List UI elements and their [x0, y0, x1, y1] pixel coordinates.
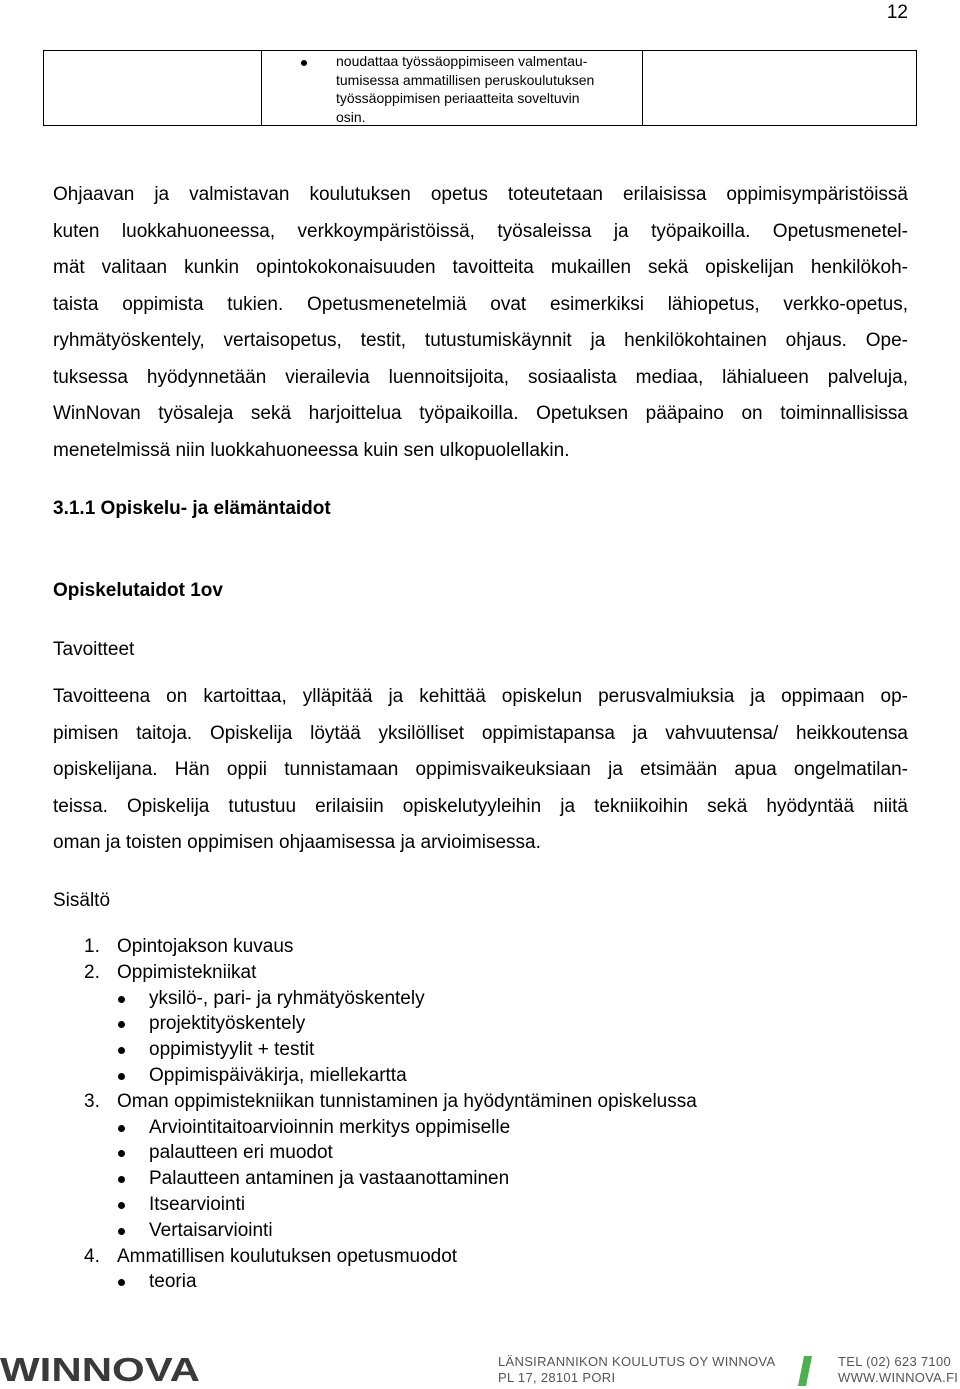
sub-list-item-text: Itsearviointi	[149, 1193, 246, 1215]
list-number: 4.	[84, 1245, 100, 1267]
bullet-icon	[118, 1073, 125, 1080]
winnova-logo	[0, 1354, 202, 1384]
paragraph-line: opiskelijana. Hän oppii tunnistamaan oppimisvaikeuksiaan ja etsimään apua ongelmatilan-	[53, 759, 908, 780]
sub-list-item-text: teoria	[149, 1271, 197, 1293]
table-cell-middle	[261, 51, 643, 125]
sub-list-item-text: Vertaisarviointi	[149, 1219, 273, 1241]
bullet-icon	[118, 1125, 125, 1132]
sub-list-item	[53, 1037, 853, 1063]
list-item	[53, 960, 853, 986]
paragraph-line: mät valitaan kunkin opintokokonaisuuden tavoitteita mukaillen sekä opiskelijan henkilökoh-	[53, 257, 908, 278]
course-heading: Opiskelutaidot 1ov	[53, 580, 223, 601]
paragraph-line: ryhmätyöskentely, vertaisopetus, testit, tutustumiskäynnit ja henkilökohtainen ohjaus. Ope-	[53, 330, 908, 351]
sub-list-item-text: Palautteen antaminen ja vastaanottaminen	[149, 1168, 510, 1190]
contact-info	[838, 1354, 958, 1386]
company-name: LÄNSIRANNIKON KOULUTUS OY WINNOVA	[498, 1354, 776, 1369]
paragraph-line: oman ja toisten oppimisen ohjaamisessa ja arvioimisessa.	[53, 832, 541, 853]
table-text-line: noudattaa työssäoppimiseen valmentau-	[336, 53, 588, 69]
sub-list-item-text: oppimistyylit + testit	[149, 1039, 315, 1061]
postal-address: PL 17, 28101 PORI	[498, 1370, 616, 1385]
content-list	[53, 934, 853, 1295]
list-item-text: Ammatillisen koulutuksen opetusmuodot	[117, 1245, 458, 1267]
page-number: 12	[886, 2, 908, 23]
section-heading: 3.1.1 Opiskelu- ja elämäntaidot	[53, 498, 331, 519]
sub-list-item	[53, 1063, 853, 1089]
sub-list-item	[53, 1115, 853, 1141]
bullet-icon	[118, 1021, 125, 1028]
sub-list-item-text: yksilö-, pari- ja ryhmätyöskentely	[149, 987, 425, 1009]
list-item-text: Oman oppimistekniikan tunnistaminen ja hyödyntäminen opiskelussa	[117, 1090, 697, 1112]
paragraph-line: tuksessa hyödynnetään vierailevia luennoitsijoita, sosiaalista mediaa, lähialueen palveluja,	[53, 366, 908, 388]
sub-list-item-text: Oppimispäiväkirja, miellekartta	[149, 1064, 407, 1086]
list-item	[53, 1244, 853, 1270]
bullet-icon	[301, 60, 307, 66]
website-url: WWW.WINNOVA.FI	[838, 1370, 959, 1385]
sub-list-item-text: projektityöskentely	[149, 1013, 306, 1035]
page-footer	[0, 1340, 960, 1389]
intro-paragraph	[53, 177, 908, 469]
paragraph-line: menetelmissä niin luokkahuoneessa kuin sen ulkopuolellakin.	[53, 439, 570, 461]
goals-label: Tavoitteet	[53, 639, 135, 660]
sub-list-item	[53, 1269, 853, 1295]
list-item-text: Oppimistekniikat	[117, 961, 257, 983]
sub-list-item	[53, 1192, 853, 1218]
bullet-icon	[118, 1228, 125, 1235]
sub-list-item-text: palautteen eri muodot	[149, 1142, 333, 1164]
paragraph-line: pimisen taitoja. Opiskelija löytää yksilölliset oppimistapansa ja vahvuutensa/ heikkoutensa	[53, 722, 908, 744]
bullet-icon	[118, 1202, 125, 1209]
list-item	[53, 1089, 853, 1115]
bullet-icon	[118, 1150, 125, 1157]
svg-text:WINNOVA: WINNOVA	[0, 1354, 200, 1384]
table-text-line: työssäoppimisen periaatteita soveltuvin	[336, 90, 580, 106]
bullet-icon	[118, 996, 125, 1003]
sub-list-item-text: Arviointitaitoarvioinnin merkitys oppimiselle	[149, 1116, 511, 1138]
sub-list-item	[53, 1218, 853, 1244]
table-text-line: osin.	[336, 108, 366, 125]
paragraph-line: Tavoitteena on kartoittaa, ylläpitää ja kehittää opiskelun perusvalmiuksia ja oppimaan op-	[53, 686, 908, 707]
table-fragment	[43, 50, 917, 126]
list-number: 2.	[84, 961, 100, 983]
content-label: Sisältö	[53, 890, 111, 911]
bullet-icon	[118, 1279, 125, 1286]
table-bullet-text	[336, 52, 636, 126]
paragraph-line: taista oppimista tukien. Opetusmenetelmiä ovat esimerkiksi lähiopetus, verkko-opetus,	[53, 293, 908, 315]
paragraph-line: teissa. Opiskelija tutustuu erilaisiin opiskelutyyleihin ja tekniikoihin sekä hyödyntää niitä	[53, 795, 908, 817]
table-cell-left	[44, 51, 262, 125]
paragraph-line: WinNovan työsaleja sekä harjoittelua työpaikoilla. Opetuksen pääpaino on toiminnallisissa	[53, 403, 908, 424]
list-number: 3.	[84, 1090, 100, 1112]
paragraph-line: kuten luokkahuoneessa, verkkoympäristöissä, työsaleissa ja työpaikoilla. Opetusmenetel-	[53, 220, 908, 242]
paragraph-line: Ohjaavan ja valmistavan koulutuksen opetus toteutetaan erilaisissa oppimisympäristöissä	[53, 184, 908, 205]
bullet-icon	[118, 1176, 125, 1183]
list-number: 1.	[84, 936, 100, 957]
table-text-line: tumisessa ammatillisen peruskoulutuksen	[336, 71, 595, 88]
list-item-text: Opintojakson kuvaus	[117, 936, 294, 957]
list-item	[53, 934, 853, 960]
sub-list-item	[53, 1011, 853, 1037]
goals-paragraph	[53, 679, 908, 862]
sub-list-item	[53, 1166, 853, 1192]
company-address	[498, 1354, 775, 1386]
bullet-icon	[118, 1047, 125, 1054]
sub-list-item	[53, 986, 853, 1012]
sub-list-item	[53, 1140, 853, 1166]
phone-number: TEL (02) 623 7100	[838, 1354, 952, 1369]
winnova-slash-icon	[796, 1356, 816, 1386]
